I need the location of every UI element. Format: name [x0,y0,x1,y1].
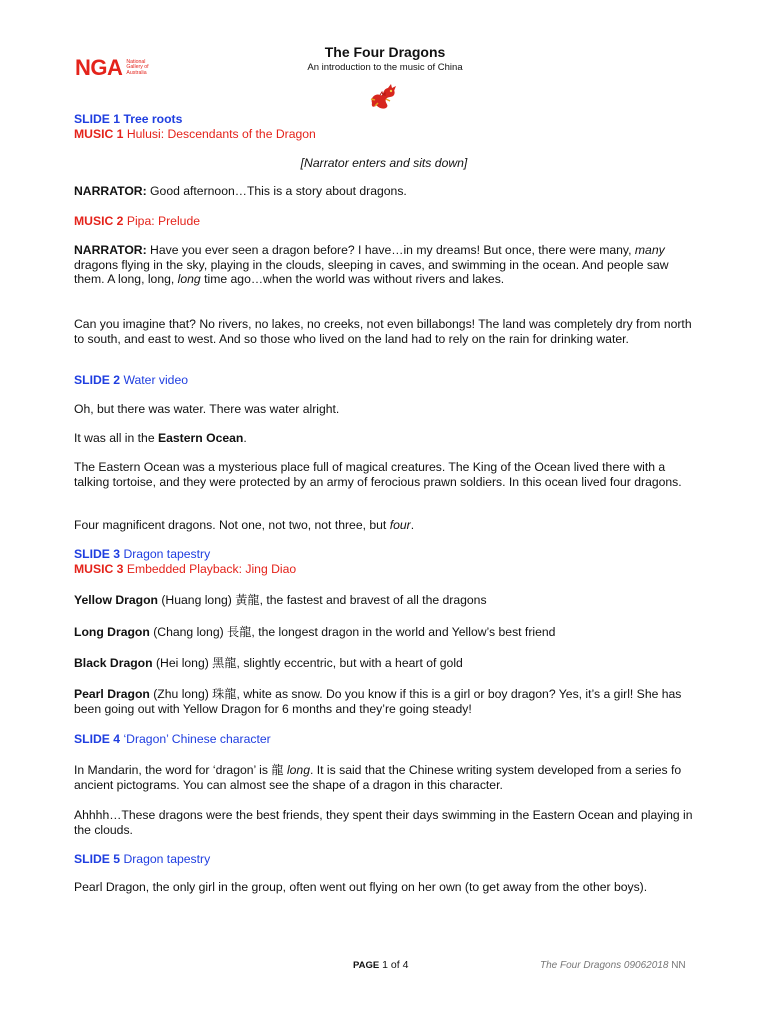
doc-ref: The Four Dragons 09062018 [540,960,669,971]
emphasis: four [389,518,411,532]
slide-label: SLIDE 2 [74,373,121,387]
page-count: 1 of 4 [379,959,409,971]
paragraph-6: The Eastern Ocean was a mysterious place full of magical creatures. The King of the Ocean lived there with a talking tortoise, and they were protected by an army of ferocious prawn soldiers. In this ocean lived four dragons. [74,460,682,489]
dragon-pearl [74,687,694,716]
paragraph-text: In Mandarin, the word for ‘dragon’ is 龍 [74,763,287,777]
paragraph-10: Pearl Dragon, the only girl in the group, often went out flying on her own (to get away from the other boys). [74,880,648,894]
dragon-name: Pearl Dragon [74,687,150,701]
document-subtitle: An introduction to the music of China [307,62,463,73]
doc-initials: NN [668,960,686,971]
paragraph-text: It was all in the [74,431,158,445]
red-dragon-icon [366,83,400,111]
music-2-cue [74,214,694,229]
dragon-black [74,656,694,671]
paragraph-4: Oh, but there was water. There was water alright. [74,402,340,416]
emphasis: long [177,272,201,287]
emphasis: long [286,763,310,777]
music-title: Embedded Playback: Jing Diao [123,562,297,576]
logo-mark: NGA [75,55,123,80]
slide-label: SLIDE 1 [74,112,121,126]
emphasis: Eastern Ocean [158,431,244,445]
dragon-description: (Zhu long) 珠龍, white as snow. Do you know if this is a girl or boy dragon? Yes, it’s a girl! She has been going out with Yellow Dragon for 6 months and they’re going steady! [74,687,682,716]
music-title: Pipa: Prelude [123,214,200,228]
music-title: Hulusi: Descendants of the Dragon [123,127,316,141]
slide-title: Water video [120,373,189,387]
paragraph-5 [74,431,694,446]
music-label: MUSIC 1 [74,127,124,141]
paragraph-text: Have you ever seen a dragon before? I have…in my dreams! But once, there were many, [146,243,635,257]
music-label: MUSIC 3 [74,562,124,576]
dragon-name: Yellow Dragon [74,593,158,607]
slide-3-cue [74,547,694,562]
slide-5-cue [74,852,694,867]
paragraph-7 [74,518,694,533]
paragraph-text: dragons flying in the sky, playing in the clouds, sleeping in caves, and swimming in the ocean. And people saw them. A long, long, [74,257,669,287]
music-label: MUSIC 2 [74,214,124,228]
paragraph-8 [74,763,694,792]
emphasis: many [634,243,665,257]
slide-title: Dragon tapestry [120,547,211,561]
slide-4-cue [74,732,694,747]
logo-text: National Gallery of Australia [126,58,149,76]
narrator-line-1 [74,184,694,199]
paragraph-text: time ago…when the world was without rivers and lakes. [200,272,505,287]
dragon-description: (Hei long) 黑龍, slightly eccentric, but with a heart of gold [152,656,463,670]
dragon-description: (Huang long) 黃龍, the fastest and bravest of all the dragons [157,593,487,607]
stage-direction: [Narrator enters and sits down] [300,156,468,170]
music-1-cue [74,127,694,142]
dragon-yellow [74,593,694,608]
slide-title: Tree roots [120,112,183,126]
paragraph-9: Ahhhh…These dragons were the best friends, they spent their days swimming in the Eastern Ocean and playing in the clouds. [74,808,693,837]
speaker-label: NARRATOR: [74,184,147,198]
slide-label: SLIDE 3 [74,547,121,561]
paragraph-3: Can you imagine that? No rivers, no lakes, no creeks, not even billabongs! The land was completely dry from north to south, and east to west. And so those who lived on the land had to rely on the rain for drinking water. [74,317,692,346]
speaker-label: NARRATOR: [74,243,147,257]
dragon-description: (Chang long) 長龍, the longest dragon in the world and Yellow’s best friend [149,625,556,639]
dragon-name: Black Dragon [74,656,153,670]
slide-label: SLIDE 5 [74,852,121,866]
paragraph-text: . It is said that the Chinese writing system developed from a series fo ancient pictograms. You can almost see the shape of a dragon in this character. [74,763,682,792]
paragraph-text: . [410,518,415,532]
dragon-name: Long Dragon [74,625,150,639]
line-text: Good afternoon…This is a story about dragons. [146,184,407,198]
slide-title: Dragon tapestry [120,852,211,866]
slide-title: ‘Dragon’ Chinese character [120,732,271,746]
page-label: PAGE [353,960,380,971]
paragraph-text: Four magnificent dragons. Not one, not two, not three, but [74,518,390,532]
dragon-long [74,625,694,640]
slide-label: SLIDE 4 [74,732,121,746]
slide-1-cue [74,112,694,127]
music-3-cue [74,562,694,577]
nga-logo [75,53,162,83]
document-title: The Four Dragons [324,44,446,60]
page-number [353,958,408,974]
narrator-paragraph-2 [74,243,694,287]
document-reference [540,959,686,974]
slide-2-cue [74,373,694,388]
paragraph-text: . [243,431,247,445]
